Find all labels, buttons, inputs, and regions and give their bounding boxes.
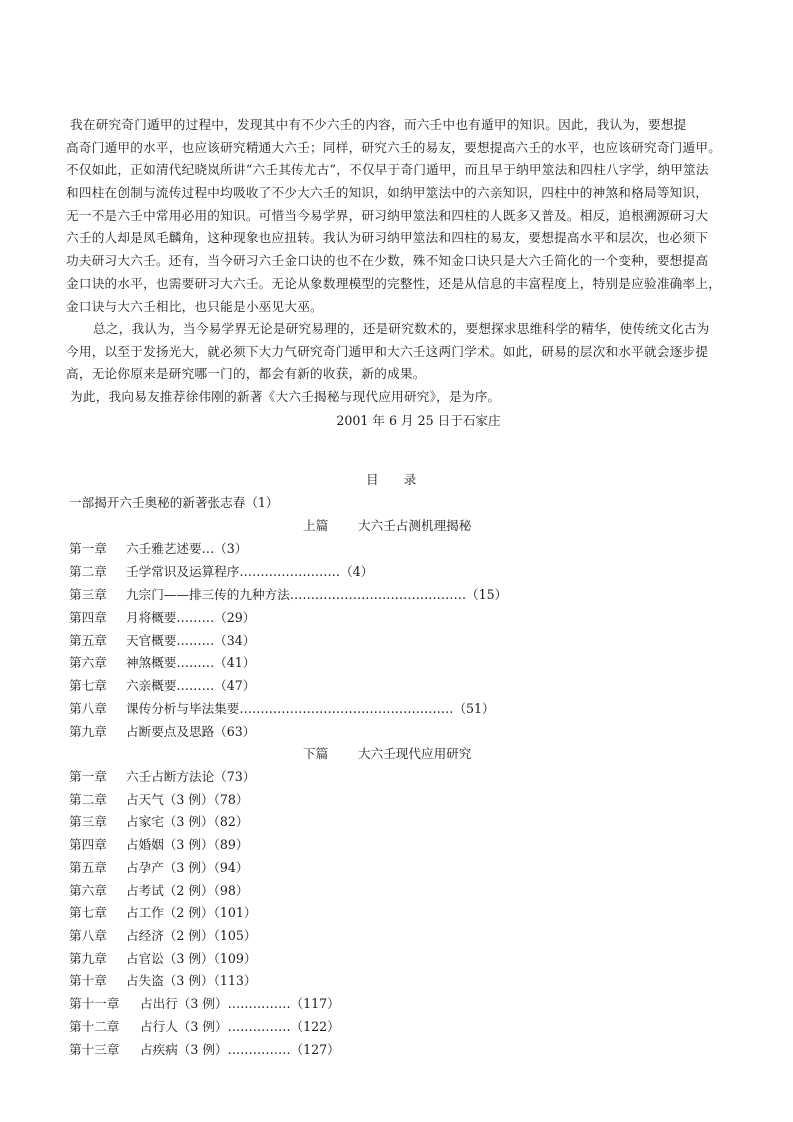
toc-chapter-num: 第十三章 [69, 1042, 120, 1057]
preface-paragraph-3 [66, 386, 742, 409]
toc-chapter-num: 第一章 [69, 541, 107, 556]
preface-paragraph-1 [66, 114, 742, 318]
text-line: 六壬的人却是凤毛麟角，这种现象也应扭转。我认为研习纳甲筮法和四柱的易友，要想提高水平和层次，也必须下 [66, 230, 709, 246]
toc-intro-entry: 一部揭开六壬奥秘的新著张志春（1） [69, 495, 279, 510]
toc-chapter-title: 神煞概要………（41） [126, 655, 256, 670]
text-line: 和四柱在创制与流传过程中均吸收了不少大六壬的知识，如纳甲筮法中的六亲知识，四柱中的神煞和格局等知识， [66, 185, 709, 201]
text-line: 金口诀的水平，也需要研习大六壬。无论从象数理模型的完整性，还是从信息的丰富程度上，特别是应验准确率上， [66, 275, 722, 291]
toc-chapter-title: 占婚姻（3 例）（89） [126, 837, 249, 852]
toc-chapter-num: 第四章 [69, 610, 107, 625]
text-line: 功夫研习大六壬。还有，当今研习六壬金口诀的也不在少数，殊不知金口诀只是大六壬简化的一个变种，要想提高 [66, 253, 709, 269]
preface-date: 2001 年 6 月 25 日于石家庄 [336, 413, 501, 428]
text-line: 高，无论你原来是研究哪一门的，都会有新的收获，新的成果。 [66, 366, 426, 382]
toc-chapter-title: 占行人（3 例）……………（122） [140, 1019, 340, 1034]
toc-part-label: 下篇 [303, 746, 329, 761]
toc-chapter-title: 六亲概要………（47） [126, 678, 256, 693]
toc-chapter-title: 壬学常识及运算程序……………………（4） [126, 564, 374, 579]
text-line: 总之，我认为，当今易学界无论是研究易理的，还是研究数术的，要想探求思维科学的精华，使传统文化古为 [93, 321, 710, 336]
toc-chapter-num: 第九章 [69, 724, 107, 739]
toc-chapter-num: 第一章 [69, 769, 107, 784]
toc-chapter-num: 第二章 [69, 792, 107, 807]
toc-chapter-title: 占孕产（3 例）（94） [126, 860, 249, 875]
toc-chapter-num: 第十章 [69, 973, 107, 988]
toc-chapter-title: 占天气（3 例）（78） [126, 792, 249, 807]
toc-chapter-num: 第三章 [69, 814, 107, 829]
toc-chapter-title: 占断要点及思路（63） [126, 724, 256, 739]
text-line: 今用，以至于发扬光大，就必须下大力气研究奇门遁甲和大六壬这两门学术。如此，研易的层次和水平就会逐步提 [66, 343, 709, 359]
toc-chapter-num: 第七章 [69, 905, 107, 920]
toc-chapter-num: 第十二章 [69, 1019, 120, 1034]
toc-chapter-num: 第八章 [69, 928, 107, 943]
toc-chapter-title: 九宗门——排三传的九种方法……………………………………（15） [126, 587, 508, 602]
text-line: 我在研究奇门遁甲的过程中，发现其中有不少六壬的内容，而六壬中也有遁甲的知识。因此，我认为，要想提 [70, 117, 687, 132]
text-line: 无一不是六壬中常用必用的知识。可惜当今易学界，研习纳甲筮法和四柱的人既多又普及。相反，追根溯源研习大 [66, 207, 709, 223]
toc-chapter-title: 占经济（2 例）（105） [126, 928, 257, 943]
toc-heading: 目 录 [366, 472, 417, 487]
toc-chapter-title: 六壬雅艺述要…（3） [126, 541, 248, 556]
toc-chapter-title: 课传分析与毕法集要……………………………………………（51） [126, 701, 495, 716]
toc-part-title: 大六壬占测机理揭秘 [358, 518, 472, 533]
toc-part-title: 大六壬现代应用研究 [358, 746, 472, 761]
toc-chapter-title: 天官概要………（34） [126, 633, 256, 648]
toc-chapter-title: 六壬占断方法论（73） [126, 769, 256, 784]
toc-chapter-title: 月将概要………（29） [126, 610, 256, 625]
toc-chapter-num: 第九章 [69, 951, 107, 966]
toc-chapter-num: 第二章 [69, 564, 107, 579]
toc-chapter-title: 占家宅（3 例）（82） [126, 814, 249, 829]
toc-chapter-title: 占考试（2 例）（98） [126, 883, 249, 898]
text-line: 为此，我向易友推荐徐伟刚的新著《大六壬揭秘与现代应用研究》，是为序。 [70, 389, 501, 404]
text-line: 高奇门遁甲的水平，也应该研究精通大六壬；同样，研究六壬的易友，要想提高六壬的水平，也应该研究奇门遁甲。 [66, 139, 722, 155]
toc-chapter-num: 第三章 [69, 587, 107, 602]
toc-chapter-title: 占工作（2 例）（101） [126, 905, 257, 920]
text-line: 不仅如此，正如清代纪晓岚所讲“六壬其传尤古”，不仅早于奇门遁甲，而且早于纳甲筮法和四柱八字学，纳甲筮法 [66, 162, 709, 178]
toc-chapter-num: 第七章 [69, 678, 107, 693]
toc-chapter-num: 第六章 [69, 655, 107, 670]
preface-paragraph-2 [66, 318, 742, 386]
toc-chapter-num: 第五章 [69, 633, 107, 648]
toc-chapter-title: 占疾病（3 例）……………（127） [140, 1042, 340, 1057]
toc-chapter-num: 第四章 [69, 837, 107, 852]
toc-chapter-num: 第八章 [69, 701, 107, 716]
toc-chapter-num: 第十一章 [69, 996, 120, 1011]
text-line: 金口诀与大六壬相比，也只能是小巫见大巫。 [66, 298, 323, 314]
toc-part-label: 上篇 [303, 518, 329, 533]
toc-chapter-title: 占出行（3 例）……………（117） [140, 996, 340, 1011]
toc-chapter-title: 占官讼（3 例）（109） [126, 951, 257, 966]
toc-chapter-title: 占失盗（3 例）（113） [126, 973, 257, 988]
toc-chapter-num: 第六章 [69, 883, 107, 898]
toc-chapter-num: 第五章 [69, 860, 107, 875]
